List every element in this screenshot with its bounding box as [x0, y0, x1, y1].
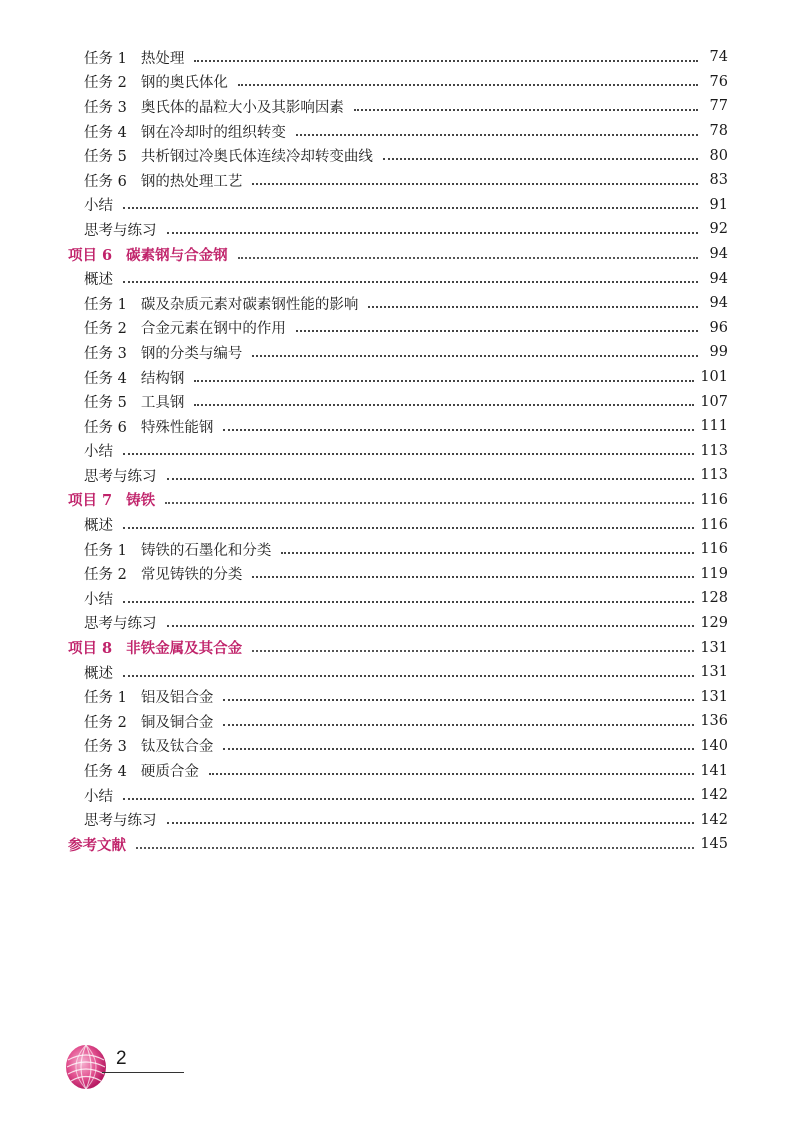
toc-entry-row	[0, 561, 790, 586]
toc-page-number: 74	[709, 49, 728, 66]
toc-page-number: 145	[700, 836, 728, 853]
dot-leader	[123, 797, 694, 800]
toc-page-number: 78	[709, 123, 728, 140]
toc-entry-title: 思考与练习	[84, 616, 157, 633]
dot-leader	[296, 329, 698, 332]
toc-entry-row	[0, 291, 790, 316]
dot-leader	[123, 600, 694, 603]
toc-entry-title: 参考文献	[68, 836, 126, 854]
toc-entry-row	[0, 94, 790, 119]
toc-entry-row	[0, 611, 790, 636]
toc-entry-title: 铜及铜合金	[140, 714, 214, 731]
dot-leader	[194, 379, 694, 382]
footer-rule	[102, 1072, 184, 1073]
toc-page-number: 77	[709, 98, 728, 115]
toc-page-number: 101	[700, 369, 728, 386]
dot-leader	[238, 256, 698, 259]
toc-entry-row	[0, 389, 790, 414]
toc-entry-row	[0, 340, 790, 365]
dot-leader	[368, 305, 698, 308]
toc-entry-label: 任务 2	[84, 321, 127, 338]
toc-entry-label: 任务 5	[84, 395, 127, 412]
toc-entry-row	[0, 119, 790, 144]
dot-leader	[123, 674, 694, 677]
toc-page-number: 83	[709, 172, 728, 189]
toc-page-number: 113	[700, 467, 728, 484]
toc-entry-label: 项目 6	[68, 246, 113, 264]
toc-entry-title: 概述	[84, 665, 113, 682]
toc-entry-row	[0, 586, 790, 611]
toc-entry-label: 任务 2	[84, 75, 127, 92]
toc-entry-title: 小结	[84, 444, 113, 461]
dot-leader	[296, 133, 698, 136]
toc-page-number: 140	[700, 737, 728, 754]
toc-project-row	[0, 832, 790, 857]
dot-leader	[252, 182, 698, 185]
dot-leader	[223, 698, 694, 701]
toc-entry-label: 任务 4	[84, 370, 127, 387]
toc-entry-label: 任务 1	[84, 542, 127, 559]
dot-leader	[167, 477, 695, 480]
toc-entry-label: 任务 3	[84, 345, 127, 362]
toc-page-number: 94	[709, 246, 728, 263]
toc-entry-row	[0, 783, 790, 808]
dot-leader	[194, 403, 694, 406]
page-number: 2	[116, 1048, 127, 1069]
toc-entry-label: 任务 3	[84, 739, 127, 756]
toc-project-row	[0, 488, 790, 513]
toc-page-number: 131	[700, 664, 728, 681]
pink-globe-icon	[62, 1040, 114, 1094]
toc-entry-row	[0, 807, 790, 832]
toc-entry-title: 硬质合金	[140, 764, 199, 781]
toc-page-number: 129	[700, 614, 728, 631]
toc-entry-title: 碳及杂质元素对碳素钢性能的影响	[140, 296, 359, 313]
dot-leader	[123, 526, 694, 529]
toc-entry-row	[0, 316, 790, 341]
dot-leader	[238, 83, 698, 86]
toc-page-number: 116	[700, 491, 728, 508]
toc-entry-title: 碳素钢与合金钢	[126, 246, 228, 264]
toc-page-number: 116	[700, 516, 728, 533]
table-of-contents	[0, 45, 790, 857]
toc-entry-title: 合金元素在钢中的作用	[140, 321, 286, 338]
toc-project-row	[0, 635, 790, 660]
dot-leader	[167, 821, 695, 824]
toc-page-number: 128	[700, 590, 728, 607]
dot-leader	[223, 723, 694, 726]
toc-entry-title: 铸铁	[126, 492, 156, 510]
dot-leader	[167, 624, 695, 627]
toc-entry-row	[0, 70, 790, 95]
toc-entry-title: 非铁金属及其合金	[126, 640, 243, 658]
toc-entry-title: 结构钢	[140, 370, 185, 387]
toc-entry-title: 概述	[84, 272, 113, 289]
toc-entry-label: 任务 1	[84, 296, 127, 313]
toc-page-number: 91	[709, 196, 728, 213]
toc-entry-title: 钢的热处理工艺	[140, 173, 243, 190]
toc-page-number: 94	[709, 295, 728, 312]
toc-project-row	[0, 242, 790, 267]
toc-entry-row	[0, 217, 790, 242]
toc-page-number: 131	[700, 639, 728, 656]
toc-entry-label: 任务 4	[84, 764, 127, 781]
toc-page-number: 96	[709, 319, 728, 336]
toc-page-number: 119	[700, 565, 728, 582]
toc-entry-label: 任务 2	[84, 714, 127, 731]
toc-entry-title: 共析钢过冷奥氏体连续冷却转变曲线	[140, 149, 373, 166]
toc-entry-title: 钢的奥氏体化	[140, 75, 228, 92]
toc-entry-title: 思考与练习	[84, 813, 157, 830]
toc-entry-row	[0, 45, 790, 70]
toc-entry-row	[0, 537, 790, 562]
toc-page-number: 136	[700, 713, 728, 730]
toc-entry-row	[0, 168, 790, 193]
toc-entry-title: 铸铁的石墨化和分类	[140, 542, 272, 559]
toc-page-number: 99	[709, 344, 728, 361]
toc-entry-label: 任务 4	[84, 124, 127, 141]
toc-page-number: 80	[709, 147, 728, 164]
toc-entry-label: 任务 6	[84, 419, 127, 436]
toc-entry-title: 常见铸铁的分类	[140, 567, 243, 584]
toc-entry-label: 项目 8	[68, 640, 113, 658]
toc-entry-row	[0, 660, 790, 685]
dot-leader	[136, 846, 694, 849]
toc-entry-row	[0, 143, 790, 168]
dot-leader	[383, 157, 698, 160]
toc-entry-title: 特殊性能钢	[140, 419, 214, 436]
toc-entry-row	[0, 709, 790, 734]
toc-page-number: 94	[709, 270, 728, 287]
toc-entry-row	[0, 193, 790, 218]
dot-leader	[209, 772, 694, 775]
toc-entry-label: 任务 2	[84, 567, 127, 584]
toc-page-number: 116	[700, 541, 728, 558]
dot-leader	[123, 280, 698, 283]
toc-entry-row	[0, 266, 790, 291]
dot-leader	[223, 428, 694, 431]
toc-entry-row	[0, 512, 790, 537]
dot-leader	[194, 59, 698, 62]
toc-entry-title: 铝及铝合金	[140, 690, 214, 707]
toc-entry-label: 任务 1	[84, 690, 127, 707]
toc-page-number: 107	[700, 393, 728, 410]
dot-leader	[223, 747, 694, 750]
toc-entry-title: 概述	[84, 518, 113, 535]
toc-entry-row	[0, 414, 790, 439]
toc-page-number: 113	[700, 442, 728, 459]
toc-entry-title: 工具钢	[140, 395, 185, 412]
toc-page-number: 141	[700, 762, 728, 779]
toc-entry-title: 热处理	[140, 50, 185, 67]
dot-leader	[123, 452, 694, 455]
toc-entry-title: 小结	[84, 591, 113, 608]
dot-leader	[167, 231, 699, 234]
dot-leader	[354, 108, 698, 111]
toc-entry-label: 任务 6	[84, 173, 127, 190]
toc-entry-title: 钢的分类与编号	[140, 345, 243, 362]
toc-entry-title: 思考与练习	[84, 468, 157, 485]
toc-entry-row	[0, 758, 790, 783]
dot-leader	[252, 575, 694, 578]
toc-entry-row	[0, 734, 790, 759]
toc-entry-title: 奥氏体的晶粒大小及其影响因素	[140, 99, 344, 116]
dot-leader	[252, 649, 694, 652]
toc-entry-label: 任务 3	[84, 99, 127, 116]
toc-entry-label: 项目 7	[68, 492, 113, 510]
toc-entry-label: 任务 1	[84, 50, 127, 67]
toc-entry-row	[0, 439, 790, 464]
page-footer	[62, 1040, 132, 1094]
toc-page-number: 131	[700, 688, 728, 705]
toc-page-number: 142	[700, 787, 728, 804]
dot-leader	[165, 501, 694, 504]
toc-page-number: 142	[700, 811, 728, 828]
toc-entry-row	[0, 684, 790, 709]
toc-entry-title: 小结	[84, 788, 113, 805]
toc-entry-label: 任务 5	[84, 149, 127, 166]
dot-leader	[281, 551, 694, 554]
toc-entry-title: 钢在冷却时的组织转变	[140, 124, 286, 141]
toc-entry-row	[0, 463, 790, 488]
dot-leader	[123, 206, 698, 209]
toc-page-number: 76	[709, 73, 728, 90]
toc-entry-title: 思考与练习	[84, 222, 157, 239]
toc-entry-row	[0, 365, 790, 390]
toc-page-number: 111	[700, 418, 728, 435]
dot-leader	[252, 354, 698, 357]
toc-page-number: 92	[709, 221, 728, 238]
toc-entry-title: 小结	[84, 198, 113, 215]
toc-entry-title: 钛及钛合金	[140, 739, 214, 756]
